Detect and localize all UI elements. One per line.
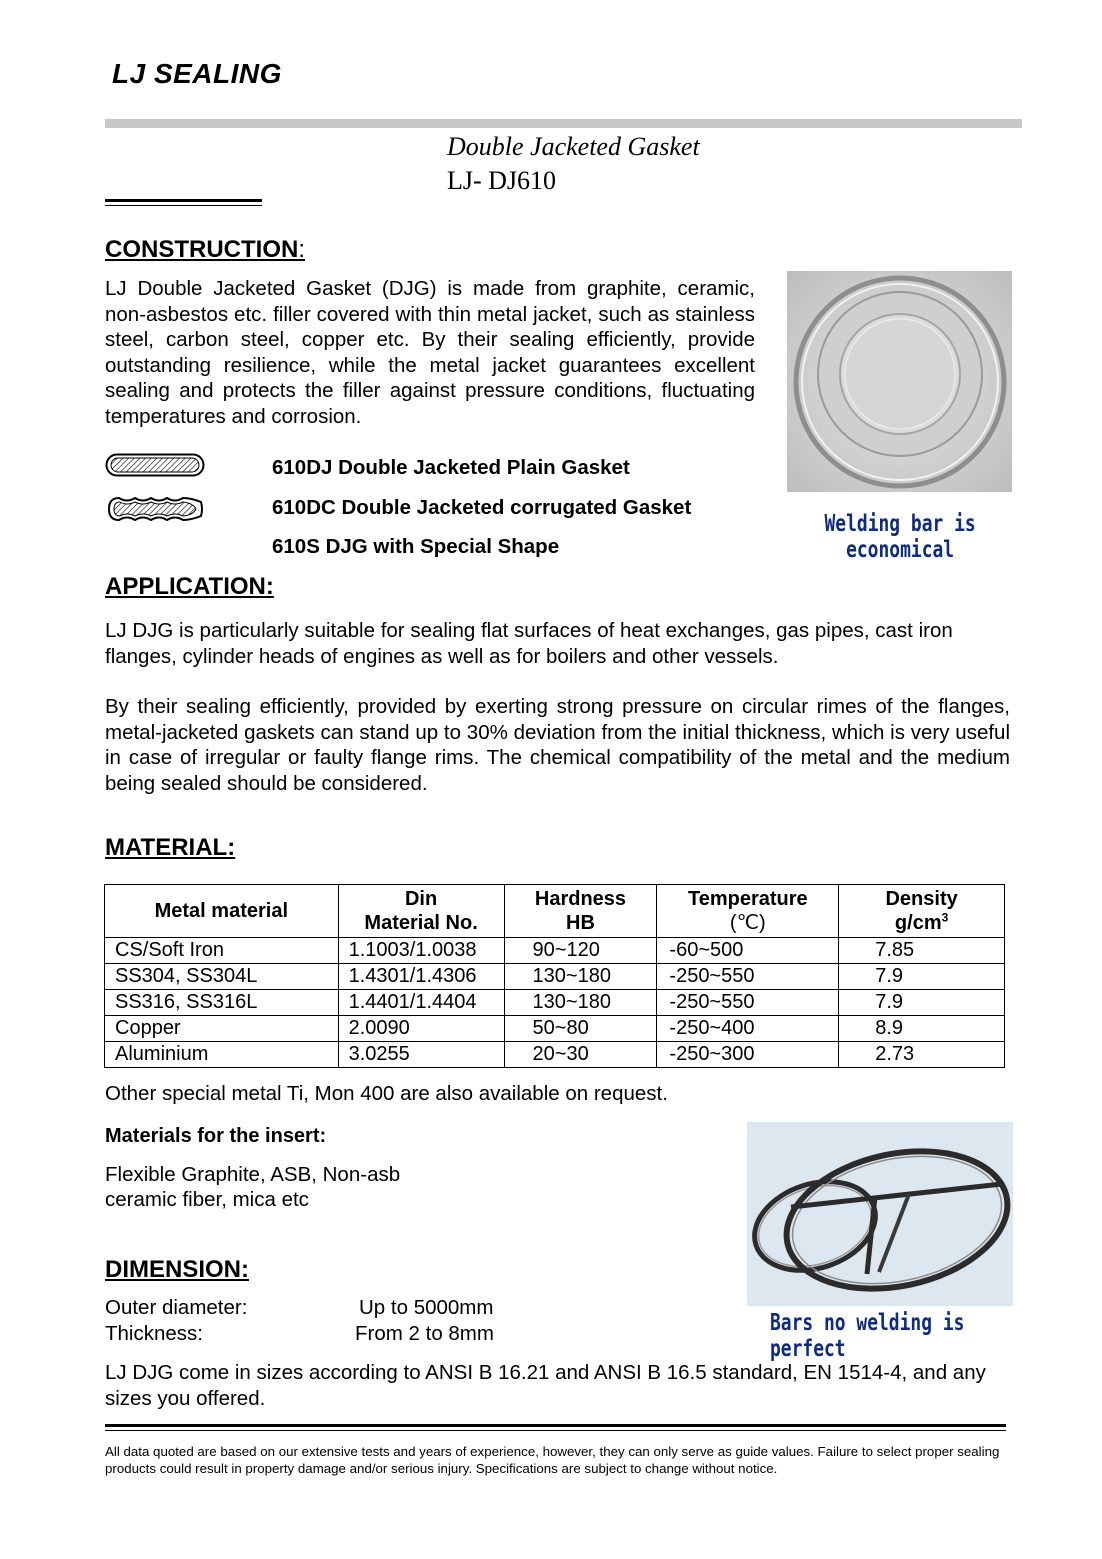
- bars-photo-caption: Bars no welding is perfect: [770, 1310, 965, 1362]
- type-610dj-label: 610DJ Double Jacketed Plain Gasket: [272, 456, 630, 479]
- table-cell: CS/Soft Iron: [105, 938, 339, 964]
- special-metal-note: Other special metal Ti, Mon 400 are also available on request.: [105, 1082, 668, 1105]
- welded-photo-caption: Welding bar is economical: [824, 511, 976, 563]
- table-cell: 1.1003/1.0038: [338, 938, 504, 964]
- footer-divider: [105, 1424, 1006, 1431]
- brand-name: LJ SEALING: [112, 58, 282, 89]
- table-cell: Aluminium: [105, 1042, 339, 1068]
- table-row: [105, 964, 1005, 990]
- gasket-photo-bars: [747, 1122, 1013, 1306]
- table-cell: -250~550: [657, 964, 839, 990]
- col-header-hardness: Hardness HB: [504, 885, 657, 938]
- material-heading: MATERIAL:: [105, 834, 236, 861]
- table-cell: 1.4401/1.4404: [338, 990, 504, 1016]
- table-cell: 2.73: [839, 1042, 1005, 1068]
- table-cell: -60~500: [657, 938, 839, 964]
- outer-diameter-value: Up to 5000mm: [359, 1296, 494, 1319]
- application-heading: APPLICATION:: [105, 573, 274, 600]
- table-cell: 50~80: [504, 1016, 657, 1042]
- table-cell: 8.9: [839, 1016, 1005, 1042]
- plain-gasket-section-icon: [105, 453, 205, 482]
- table-cell: 130~180: [504, 964, 657, 990]
- application-paragraph-2: By their sealing efficiently, provided by exerting strong pressure on circular rimes of the flanges, metal-jacketed gaskets can stand up to 30% deviation from the initial thickness, which is very useful in case of irregular or faulty flange rims. The chemical compatibility of the metal and the medium being sealed should be considered.: [105, 695, 1010, 795]
- insert-heading: Materials for the insert:: [105, 1125, 327, 1147]
- welded-gasket-image: [787, 271, 1012, 492]
- table-cell: 7.85: [839, 938, 1005, 964]
- outer-diameter-label: Outer diameter:: [105, 1296, 248, 1319]
- table-row: [105, 938, 1005, 964]
- insert-line-2: ceramic fiber, mica etc: [105, 1188, 309, 1211]
- table-cell: 7.9: [839, 990, 1005, 1016]
- table-cell: Copper: [105, 1016, 339, 1042]
- table-cell: 7.9: [839, 964, 1005, 990]
- table-cell: 2.0090: [338, 1016, 504, 1042]
- insert-line-1: Flexible Graphite, ASB, Non-asb: [105, 1163, 401, 1186]
- table-row: [105, 1016, 1005, 1042]
- type-610s-label: 610S DJG with Special Shape: [272, 535, 560, 558]
- col-header-metal: Metal material: [105, 885, 339, 938]
- thickness-value: From 2 to 8mm: [355, 1322, 494, 1345]
- header-bar: [105, 119, 1022, 128]
- table-cell: 20~30: [504, 1042, 657, 1068]
- sizes-text: LJ DJG come in sizes according to ANSI B 16.21 and ANSI B 16.5 standard, EN 1514-4, and any sizes you offered.: [105, 1361, 986, 1410]
- table-row: [105, 990, 1005, 1016]
- col-header-density: Density $g/cm^3$: [839, 885, 1005, 938]
- table-cell: SS304, SS304L: [105, 964, 339, 990]
- type-610dc-label: 610DC Double Jacketed corrugated Gasket: [272, 496, 692, 519]
- table-cell: -250~550: [657, 990, 839, 1016]
- construction-heading: CONSTRUCTION:: [105, 236, 305, 263]
- disclaimer-text: All data quoted are based on our extensive tests and years of experience, however, they can only serve as guide values. Failure to select proper sealing products could result in property damage and/or serious injury. Specifications are subject to change without notice.: [105, 1444, 1000, 1476]
- table-cell: 1.4301/1.4306: [338, 964, 504, 990]
- gasket-photo-welded: [787, 271, 1012, 492]
- bar-gasket-image: [747, 1122, 1013, 1306]
- table-cell: 90~120: [504, 938, 657, 964]
- thickness-label: Thickness:: [105, 1322, 203, 1345]
- corrugated-gasket-section-icon: [105, 496, 205, 527]
- product-code: LJ- DJ610: [447, 166, 557, 195]
- product-title: Double Jacketed Gasket: [447, 132, 700, 161]
- table-cell: 130~180: [504, 990, 657, 1016]
- table-cell: -250~400: [657, 1016, 839, 1042]
- col-header-temperature: Temperature (℃): [657, 885, 839, 938]
- table-cell: -250~300: [657, 1042, 839, 1068]
- table-row: [105, 1042, 1005, 1068]
- table-cell: SS316, SS316L: [105, 990, 339, 1016]
- construction-text: LJ Double Jacketed Gasket (DJG) is made from graphite, ceramic, non-asbestos etc. filler covered with thin metal jacket, such as stainless steel, carbon steel, copper etc. By their sealing efficiently, provide outstanding resilience, while the metal jacket guarantees excellent sealing and protects the filler against pressure conditions, fluctuating temperatures and corrosion.: [105, 277, 755, 428]
- dimension-heading: DIMENSION:: [105, 1256, 249, 1283]
- material-table: [104, 884, 1005, 1068]
- col-header-din: Din Material No.: [338, 885, 504, 938]
- title-divider: [105, 199, 262, 206]
- application-paragraph-1: LJ DJG is particularly suitable for sealing flat surfaces of heat exchanges, gas pipes, cast iron flanges, cylinder heads of engines as well as for boilers and other vessels.: [105, 619, 953, 668]
- table-cell: 3.0255: [338, 1042, 504, 1068]
- table-header-row: [105, 885, 1005, 938]
